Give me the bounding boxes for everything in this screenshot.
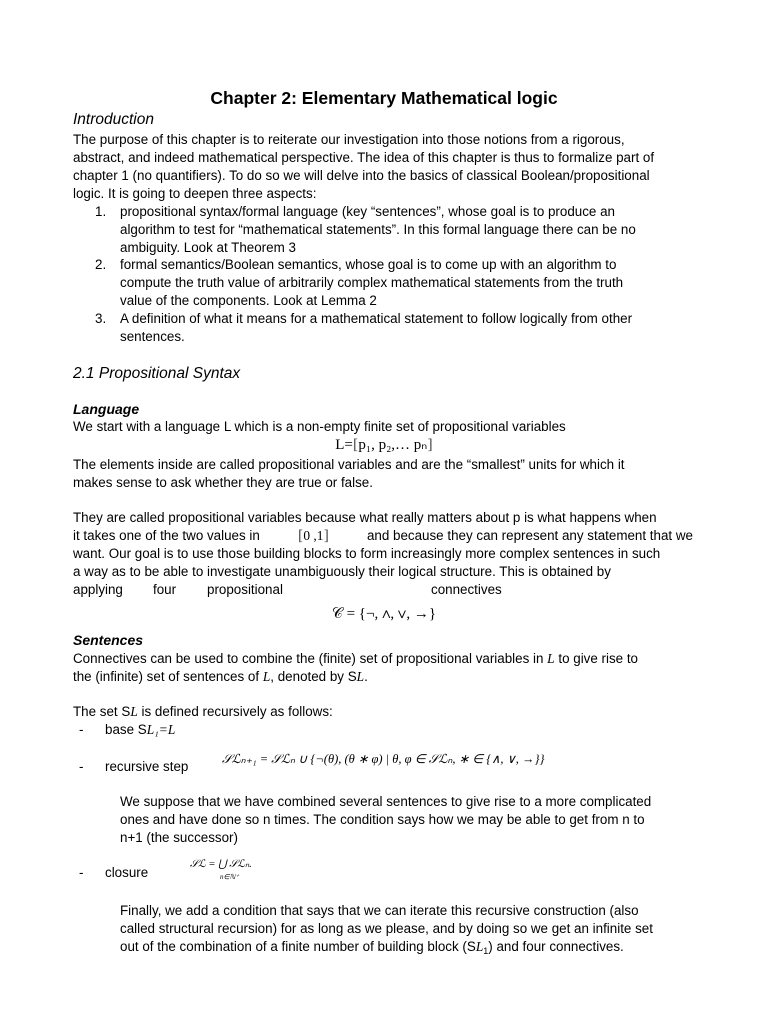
bullet-dash: - (79, 722, 84, 737)
text-line: want. Our goal is to use those building blocks to form increasingly more complex sentences in such (73, 546, 661, 561)
text-line: ones and have done so n times. The condition says how we may be able to get from n to (120, 812, 645, 827)
set-definition-line: The set SL is defined recursively as follows: (73, 704, 333, 719)
recursive-step-label: recursive step (105, 759, 189, 774)
language-paragraph (73, 456, 693, 492)
closure-note (120, 902, 693, 960)
text-line: ambiguity. Look at Theorem 3 (120, 240, 296, 255)
bullet-dash: - (79, 865, 84, 880)
language-formula: L=[p₁, p₂,… pₙ] (335, 437, 433, 453)
text-line: applying four propositional connectives (73, 582, 502, 597)
text-line: Connectives can be used to combine the (finite) set of propositional variables in L to give rise to (73, 651, 638, 666)
list-number: 3. (95, 311, 107, 326)
text-line: out of the combination of a finite number of building block $(SL_1)$ and four connectives. (120, 939, 624, 956)
closure-label: closure (105, 865, 149, 880)
language-line: We start with a language L which is a non-empty finite set of propositional variables (73, 419, 566, 434)
recursive-note (120, 793, 680, 847)
intro-paragraph (73, 131, 693, 203)
closure-formula-subscript: n∈ℕ⁺ (220, 873, 239, 881)
chapter-title: Chapter 2: Elementary Mathematical logic (210, 88, 558, 108)
value-set: 0 ,1 (303, 528, 324, 543)
list-number: 2. (95, 257, 107, 272)
base-formula: L₁=L (146, 722, 176, 737)
list-item (120, 310, 693, 346)
text-line: formal semantics/Boolean semantics, whose goal is to come up with an algorithm to (120, 257, 617, 272)
section-heading: 2.1 Propositional Syntax (73, 365, 241, 382)
language-heading: Language (73, 401, 140, 417)
text-line: They are called propositional variables because what really matters about p is what happens when (73, 510, 657, 525)
text-line: A definition of what it means for a mathematical statement to follow logically from other (120, 311, 633, 326)
connectives-formula: 𝒞 = {¬, ∧, ∨, →} (331, 606, 437, 622)
text-line: makes sense to ask whether they are true or false. (73, 475, 373, 490)
text-line: the (infinite) set of sentences of L, denoted by SL. (73, 669, 368, 684)
text-line: it takes one of the two values in [0 ,1] and because they can represent any statement that we (73, 528, 693, 544)
text-line: abstract, and indeed mathematical perspective. The idea of this chapter is thus to formalize part of (73, 150, 655, 165)
text-line: algorithm to test for “mathematical statements”. In this formal language there can be no (120, 222, 636, 237)
sentences-paragraph (73, 650, 693, 686)
closure-formula: 𝒮ℒ = ⋃ 𝒮ℒₙ. (190, 859, 252, 870)
bullet-dash: - (79, 759, 84, 774)
text-line: a way as to be able to investigate unambiguously their logical structure. This is obtained by (73, 564, 611, 579)
text-line: The purpose of this chapter is to reiterate our investigation into those notions from a rigorous, (73, 132, 625, 147)
text-line: compute the truth value of arbitrarily complex mathematical statements from the truth (120, 275, 624, 290)
formula-lhs: L= (335, 437, 353, 453)
sentences-heading: Sentences (73, 632, 144, 648)
text-line: We suppose that we have combined several sentences to give rise to a more complicated (120, 794, 652, 809)
variables-paragraph (73, 509, 693, 599)
list-item (120, 203, 693, 257)
text-line: value of the components. Look at Lemma 2 (120, 293, 377, 308)
text-line: Finally, we add a condition that says that we can iterate this recursive construction (also (120, 903, 639, 918)
text-line: called structural recursion) for as long as we please, and by doing so we get an infinite set (120, 921, 653, 936)
text-line: logic. It is going to deepen three aspects: (73, 186, 317, 201)
text-line: sentences. (120, 329, 185, 344)
text-line: n+1 (the successor) (120, 830, 238, 845)
text-line: propositional syntax/formal language (key “sentences”, whose goal is to produce an (120, 204, 615, 219)
formula-body: p₁, p₂,… pₙ (358, 437, 428, 453)
introduction-heading: Introduction (73, 111, 154, 128)
recursive-step-formula: 𝒮ℒₙ₊₁ = 𝒮ℒₙ ∪ {¬(θ), (θ ∗ φ) | θ, φ ∈ 𝒮ℒₙ, ∗ ∈ {∧, ∨, →}} (222, 752, 545, 766)
list-item (120, 256, 693, 310)
base-bullet: base SL₁=L (105, 722, 176, 737)
text-line: The elements inside are called propositional variables and are the “smallest” units for which it (73, 457, 625, 472)
text-line: chapter 1 (no quantifiers). To do so we will delve into the basics of classical Boolean/propositional (73, 168, 650, 183)
list-number: 1. (95, 204, 107, 219)
